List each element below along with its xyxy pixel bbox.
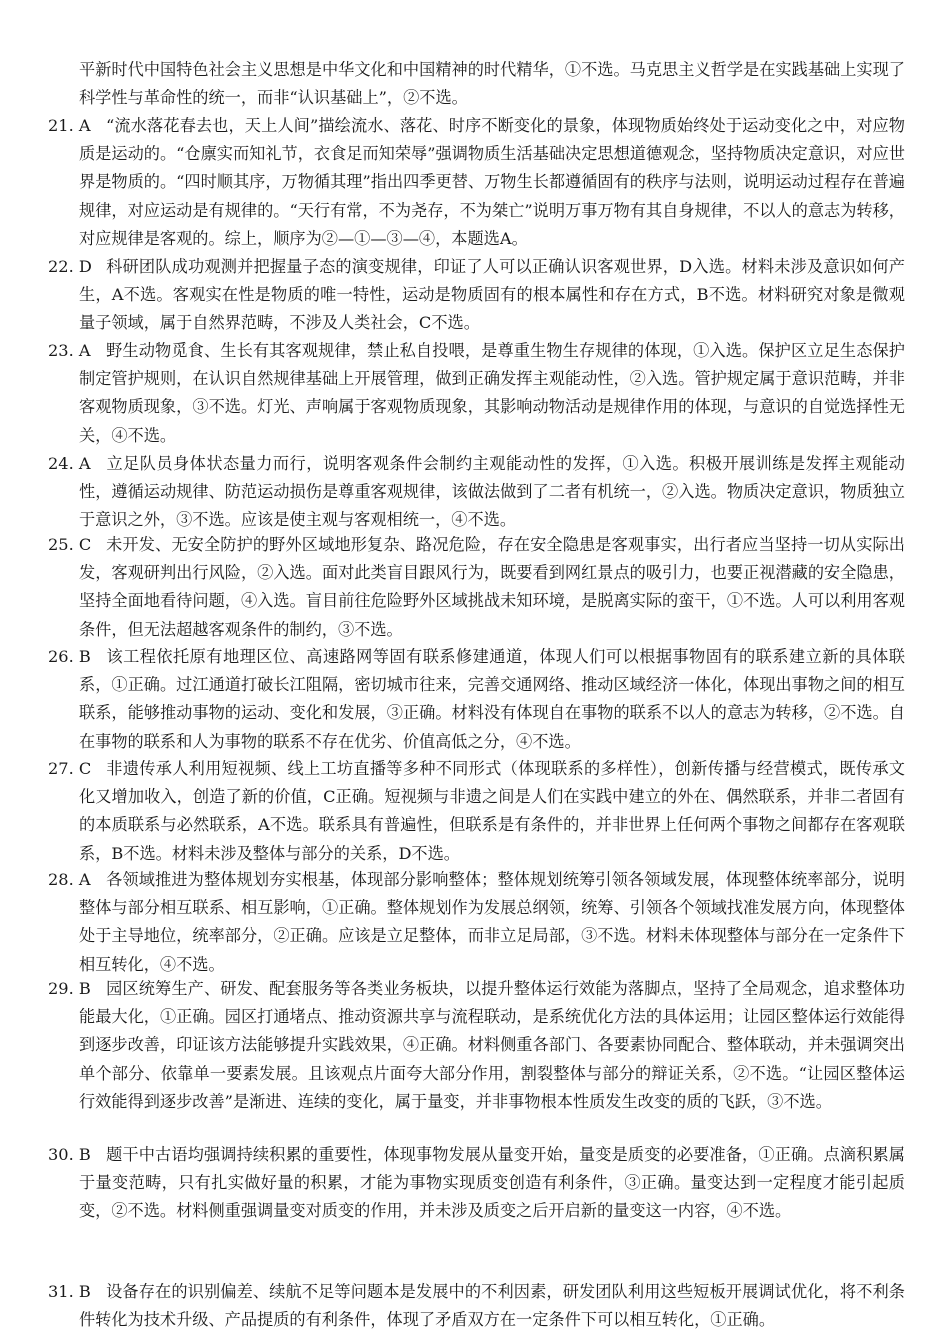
item-number: 28. A [48, 870, 91, 889]
answer-item-21 [48, 112, 905, 253]
answer-item-22 [48, 253, 905, 338]
item-explanation: 野生动物觅食、生长有其客观规律，禁止私自投喂，是尊重生物生存规律的体现，①入选。保护区立足生态保护制定管护规则，在认识自然规律基础上开展管理，做到正确发挥主观能动性，②入选。管护规定属于意识范畴，并非客观物质现象，③不选。灯光、声响属于客观物质现象，其影响动物活动是规律作用的体现，与意识的自觉选择性无关，④不选。 [79, 341, 905, 445]
answer-item-30 [48, 1141, 905, 1226]
item-explanation: 题干中古语均强调持续积累的重要性，体现事物发展从量变开始，量变是质变的必要准备，①正确。点滴积累属于量变范畴，只有扎实做好量的积累，才能为事物实现质变创造有利条件，③正确。量变达到一定程度才能引起质变，②不选。材料侧重强调量变对质变的作用，并未涉及质变之后开启新的量变这一内容，④不选。 [79, 1145, 905, 1221]
item-number: 25. C [48, 535, 92, 554]
answer-item-28 [48, 866, 905, 979]
item-explanation: 园区统筹生产、研发、配套服务等各类业务板块，以提升整体运行效能为落脚点，坚持了全局观念，追求整体功能最大化，①正确。园区打通堵点、推动资源共享与流程联动，是系统优化方法的具体运用；让园区整体运行效能得到逐步改善，印证该方法能够提升实践效果，④正确。材料侧重各部门、各要素协同配合、整体联动，并未强调突出单个部分、依靠单一要素发展。且该观点片面夸大部分作用，割裂整体与部分的辩证关系，②不选。“让园区整体运行效能得到逐步改善”是渐进、连续的变化，属于量变，并非事物根本性质发生改变的质的飞跃，③不选。 [79, 979, 905, 1111]
item-explanation: “流水落花春去也，天上人间”描绘流水、落花、时序不断变化的景象，体现物质始终处于运动变化之中，对应物质是运动的。“仓廪实而知礼节，衣食足而知荣辱”强调物质生活基础决定思想道德观念，坚持物质决定意识，对应世界是物质的。“四时顺其序，万物循其理”指出四季更替、万物生长都遵循固有的秩序与法则，说明运动过程存在普遍规律，对应运动是有规律的。“天行有常，不为尧存，不为桀亡”说明万事万物有其自身规律，不以人的意志为转移，对应规律是客观的。综上，顺序为②—①—③—④，本题选A。 [79, 116, 905, 248]
item-number: 21. A [48, 116, 91, 135]
item-number: 27. C [48, 759, 92, 778]
continuation-paragraph: 平新时代中国特色社会主义思想是中华文化和中国精神的时代精华，①不选。马克思主义哲学是在实践基础上实现了科学性与革命性的统一，而非“认识基础上”，②不选。 [79, 60, 905, 108]
item-explanation: 未开发、无安全防护的野外区域地形复杂、路况危险，存在安全隐患是客观事实，出行者应当坚持一切从实际出发，客观研判出行风险，②入选。面对此类盲目跟风行为，既要看到网红景点的吸引力，也要正视潜藏的安全隐患，坚持全面地看待问题，④入选。盲目前往危险野外区域挑战未知环境，是脱离实际的蛮干，①不选。人可以利用客观条件，但无法超越客观条件的制约，③不选。 [79, 535, 905, 639]
item-number: 31. B [48, 1282, 91, 1301]
item-number: 29. B [48, 979, 91, 998]
answer-item-24 [48, 450, 905, 535]
item-number: 26. B [48, 647, 91, 666]
item-number: 22. D [48, 257, 92, 276]
item-explanation: 各领域推进为整体规划夯实根基，体现部分影响整体；整体规划统筹引领各领域发展，体现整体统率部分，说明整体与部分相互联系、相互影响，①正确。整体规划作为发展总纲领，统筹、引领各个领域找准发展方向，体现整体处于主导地位，统率部分，②正确。应该是立足整体，而非立足局部，③不选。材料未体现整体与部分在一定条件下相互转化，④不选。 [79, 870, 905, 974]
item-explanation: 立足队员身体状态量力而行，说明客观条件会制约主观能动性的发挥，①入选。积极开展训练是发挥主观能动性，遵循运动规律、防范运动损伤是尊重客观规律，该做法做到了二者有机统一，②入选。物质决定意识，物质独立于意识之外，③不选。应该是使主观与客观相统一，④不选。 [79, 454, 905, 530]
item-explanation: 设备存在的识别偏差、续航不足等问题本是发展中的不利因素，研发团队利用这些短板开展调试优化，将不利条件转化为技术升级、产品提质的有利条件，体现了矛盾双方在一定条件下可以相互转化，①正确。 [79, 1282, 905, 1330]
answer-item-26 [48, 643, 905, 756]
item-number: 24. A [48, 454, 91, 473]
answer-item-31 [48, 1278, 905, 1334]
answer-item-27 [48, 755, 905, 868]
item-explanation: 非遗传承人利用短视频、线上工坊直播等多种不同形式（体现联系的多样性），创新传播与经营模式，既传承文化又增加收入，创造了新的价值，C正确。短视频与非遗之间是人们在实践中建立的外在、偶然联系，并非二者固有的本质联系与必然联系，A不选。联系具有普遍性，但联系是有条件的，并非世界上任何两个事物之间都存在客观联系，B不选。材料未涉及整体与部分的关系，D不选。 [79, 759, 905, 863]
item-explanation: 该工程依托原有地理区位、高速路网等固有联系修建通道，体现人们可以根据事物固有的联系建立新的具体联系，①正确。过江通道打破长江阻隔，密切城市往来，完善交通网络、推动区域经济一体化，体现出事物之间的相互联系，能够推动事物的运动、变化和发展，③正确。材料没有体现自在事物的联系不以人的意志为转移，②不选。自在事物的联系和人为事物的联系不存在优劣、价值高低之分，④不选。 [79, 647, 905, 751]
answer-item-29 [48, 975, 905, 1116]
item-explanation: 科研团队成功观测并把握量子态的演变规律，印证了人可以正确认识客观世界，D入选。材料未涉及意识如何产生，A不选。客观实在性是物质的唯一特性，运动是物质固有的根本属性和存在方式，B不选。材料研究对象是微观量子领域，属于自然界范畴，不涉及人类社会，C不选。 [79, 257, 905, 333]
item-number: 30. B [48, 1145, 91, 1164]
answer-item-23 [48, 337, 905, 450]
item-number: 23. A [48, 341, 91, 360]
answer-item-25 [48, 531, 905, 644]
